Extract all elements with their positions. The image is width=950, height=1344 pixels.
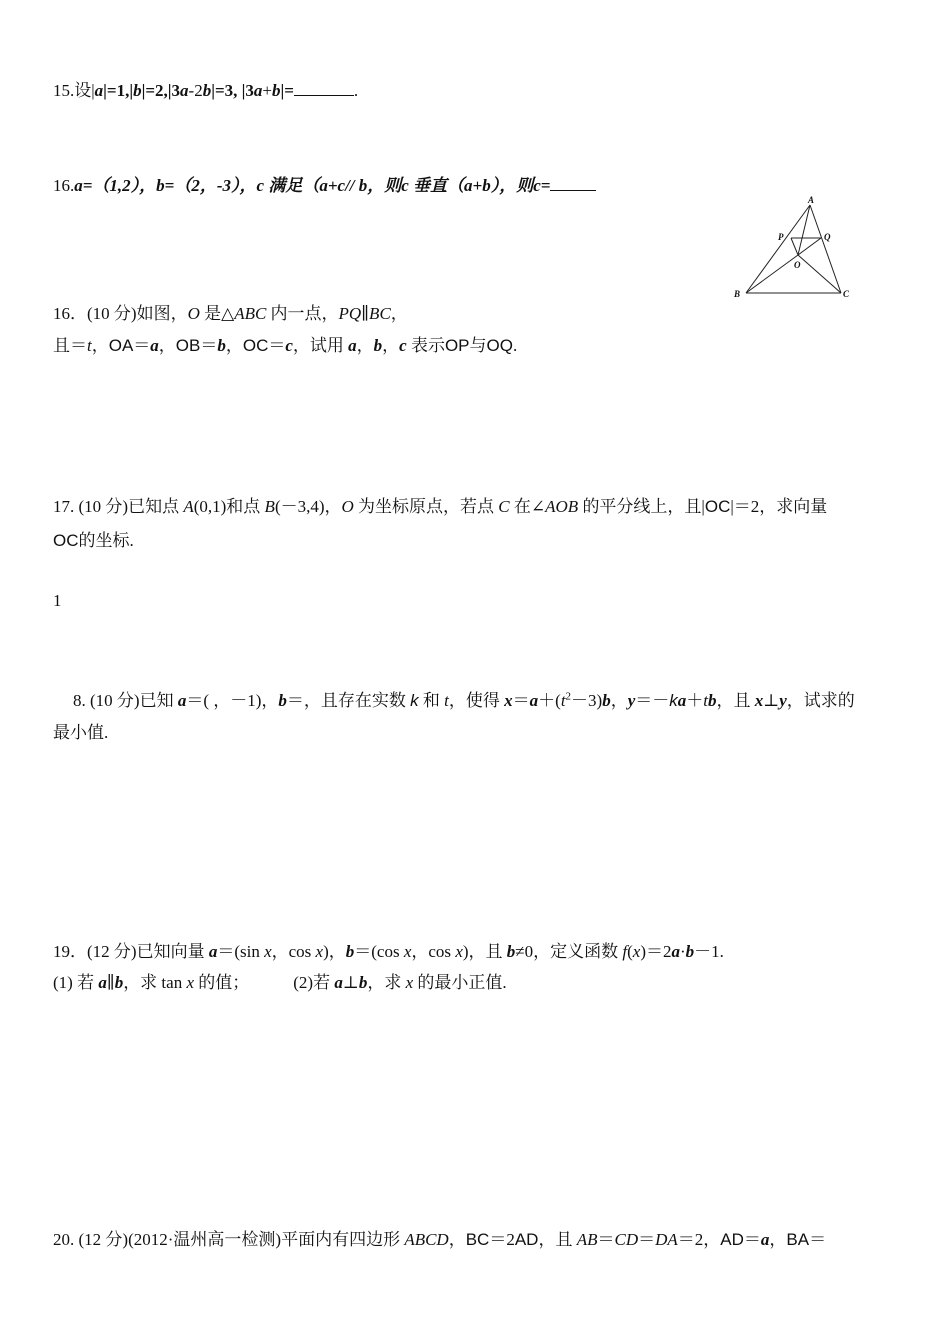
label-P: P	[778, 232, 784, 242]
question-20-line1: 20. (12 分)(2012·温州高一检测)平面内有四边形 ABCD，BC＝2AD，且 AB＝CD＝DA＝2，AD＝a，BA＝	[53, 1230, 827, 1249]
question-18-line2: 最小值.	[53, 723, 109, 742]
question-17-line1: 17. (10 分)已知点 A(0,1)和点 B(－3,4)，O 为坐标原点，若点 C 在∠AOB 的平分线上，且|OC|＝2，求向量	[53, 497, 828, 516]
answer-blank	[294, 81, 354, 96]
q16-text: a=（1,2），b=（2，-3），c 满足（a+c// b，则c 垂直（a+b），则c=	[74, 176, 551, 195]
label-A: A	[808, 195, 815, 205]
label-Q: Q	[824, 232, 831, 242]
segment-OB	[746, 255, 798, 293]
question-18-line1: 8. (10 分)已知 a＝( ，－1)，b＝，且存在实数 k 和 t，使得 $x=a+(t^2-3)b$，y＝－ka＋tb，且 x⊥y，试求的	[73, 690, 855, 710]
label-C: C	[843, 289, 850, 299]
question-19-line1: 19．(12 分)已知向量 a＝(sin x，cos x)，b＝(cos x，cos x)，且 b≠0，定义函数 f(x)＝2a·b－1.	[53, 942, 724, 961]
question-16-figure-line1: 16．(10 分)如图，O 是△ABC 内一点，PQ∥BC，	[53, 304, 408, 323]
answer-blank	[550, 176, 596, 191]
question-16-vectors	[53, 171, 596, 196]
label-B: B	[734, 289, 741, 299]
stray-number: 1	[53, 591, 62, 610]
label-O: O	[794, 260, 801, 270]
triangle-figure	[728, 193, 858, 303]
question-16-figure-line2: 且＝t，OA＝a，OB＝b，OC＝c，试用 a，b，c 表示OP与OQ.	[53, 336, 518, 355]
side-AB	[746, 205, 810, 293]
q16-number: 16.	[53, 176, 75, 195]
segment-OP	[791, 238, 798, 255]
question-19-line2: (1) 若 a∥b，求 tan x 的值； (2)若 a⊥b，求 x 的最小正值.	[53, 973, 507, 992]
q15-number: 15.	[53, 81, 75, 100]
question-17-line2: OC的坐标.	[53, 531, 134, 550]
question-15: 15.设|a|=1,|b|=2,|3a-2b|=3, |3a+b|= .	[53, 81, 359, 100]
